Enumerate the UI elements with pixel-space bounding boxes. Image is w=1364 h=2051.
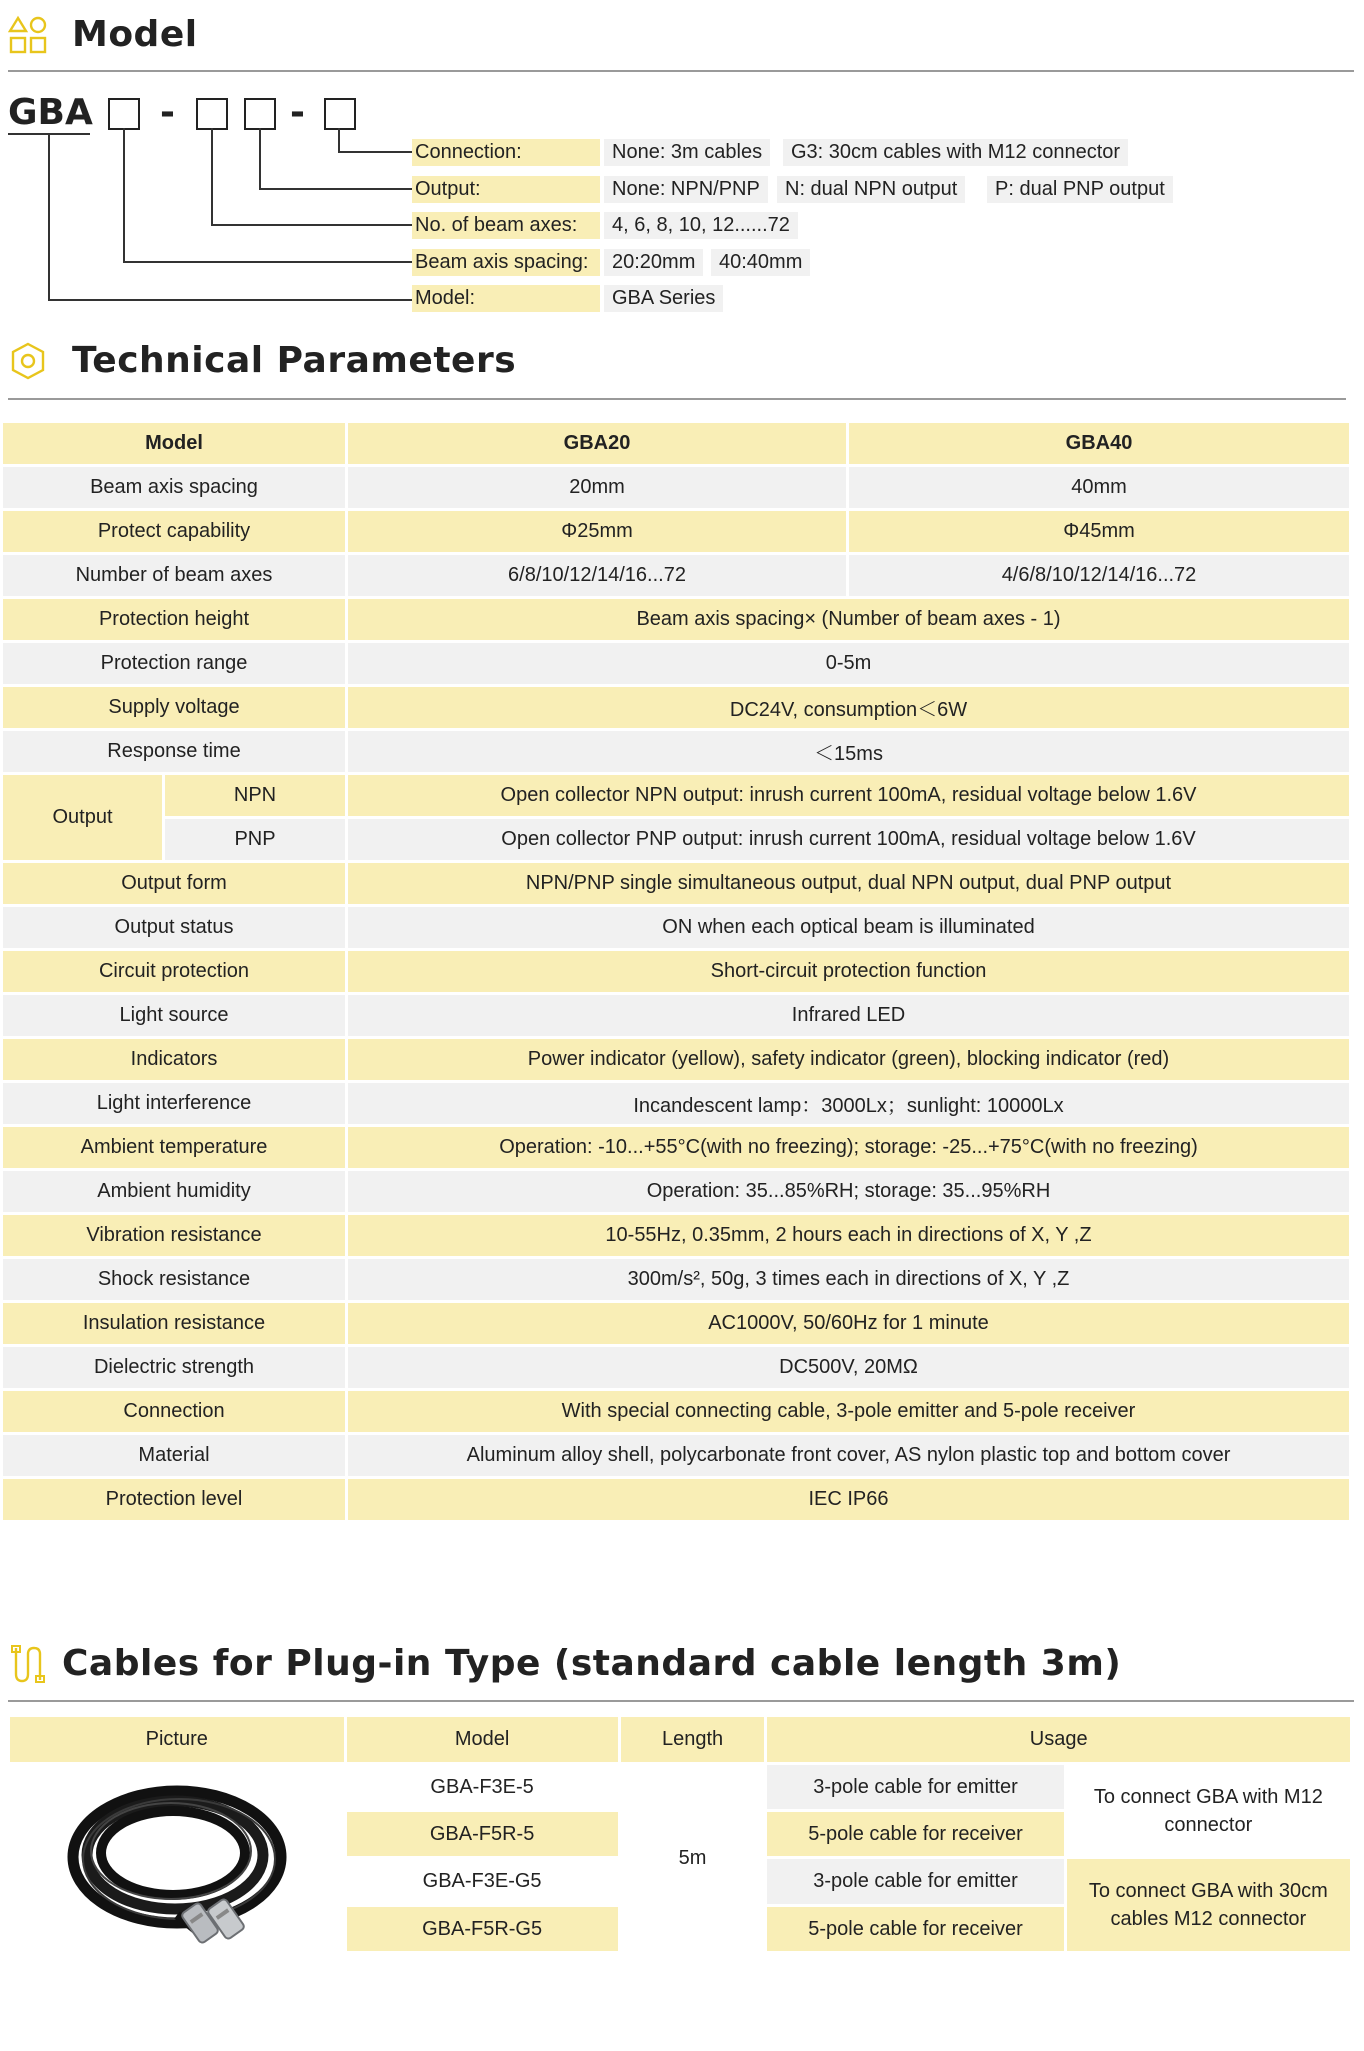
row-label: Vibration resistance: [3, 1215, 345, 1256]
model-code-prefix: GBA: [8, 92, 93, 133]
model-option: P: dual PNP output: [987, 176, 1173, 203]
row-value: 40mm: [849, 467, 1349, 508]
row-label: Supply voltage: [3, 687, 345, 728]
row-value: 0-5m: [348, 643, 1349, 684]
row-value: NPN/PNP single simultaneous output, dual NPN output, dual PNP output: [348, 863, 1349, 904]
model-title: Model: [72, 14, 198, 55]
row-sublabel: NPN: [165, 775, 345, 816]
row-label: Output form: [3, 863, 345, 904]
header-cell: Usage: [767, 1717, 1350, 1762]
row-label: Shock resistance: [3, 1259, 345, 1300]
table-row: [3, 907, 1349, 948]
cable-model: GBA-F5R-G5: [347, 1907, 618, 1951]
cable-image: [57, 1765, 297, 1945]
tech-heading: [8, 340, 516, 381]
row-label: Protect capability: [3, 511, 345, 552]
row-value: With special connecting cable, 3-pole emitter and 5-pole receiver: [348, 1391, 1349, 1432]
connector-line: [259, 188, 412, 190]
row-value: Incandescent lamp：3000Lx；sunlight: 10000Lx: [348, 1083, 1349, 1124]
cable-usage: 3-pole cable for emitter: [767, 1859, 1063, 1904]
row-value: 300m/s², 50g, 3 times each in directions of X, Y ,Z: [348, 1259, 1349, 1300]
row-value: DC500V, 20MΩ: [348, 1347, 1349, 1388]
row-label: Number of beam axes: [3, 555, 345, 596]
model-row-label: Connection:: [412, 139, 600, 166]
hexagon-icon: [8, 341, 48, 381]
row-label: Connection: [3, 1391, 345, 1432]
header-cell: Model: [347, 1717, 618, 1762]
table-row: [3, 511, 1349, 552]
cable-model: GBA-F5R-5: [347, 1812, 618, 1856]
connector-line: [48, 133, 50, 301]
table-row: [3, 467, 1349, 508]
table-row: [3, 1479, 1349, 1520]
table-row: [3, 1039, 1349, 1080]
cable-length: 5m: [621, 1765, 765, 1951]
cables-title: Cables for Plug-in Type (standard cable length 3m): [62, 1643, 1122, 1684]
row-label: Beam axis spacing: [3, 467, 345, 508]
row-value: Open collector NPN output: inrush current 100mA, residual voltage below 1.6V: [348, 775, 1349, 816]
tech-divider: [8, 398, 1346, 400]
row-label: Protection height: [3, 599, 345, 640]
model-row-label: Output:: [412, 176, 600, 203]
row-label: Material: [3, 1435, 345, 1476]
header-cell: Model: [3, 423, 345, 464]
table-row: [3, 1259, 1349, 1300]
table-row: [3, 1083, 1349, 1124]
table-row: [3, 599, 1349, 640]
table-row: [3, 1435, 1349, 1476]
row-value: Short-circuit protection function: [348, 951, 1349, 992]
cable-purpose: To connect GBA with 30cm cables M12 connector: [1067, 1859, 1350, 1951]
row-value: ON when each optical beam is illuminated: [348, 907, 1349, 948]
row-value: Φ45mm: [849, 511, 1349, 552]
row-label-output: Output: [3, 775, 162, 860]
code-box-output: [244, 98, 276, 130]
table-row: [3, 1391, 1349, 1432]
connector-line: [211, 224, 412, 226]
model-heading: [8, 14, 198, 55]
header-cell: GBA20: [348, 423, 846, 464]
table-row: [3, 775, 1349, 816]
row-label: Output status: [3, 907, 345, 948]
connector-line: [338, 128, 340, 153]
connector-line: [259, 128, 261, 190]
code-box-axes: [196, 98, 228, 130]
row-label: Circuit protection: [3, 951, 345, 992]
cable-icon: [8, 1644, 48, 1684]
table-header-row: [3, 423, 1349, 464]
model-option: G3: 30cm cables with M12 connector: [783, 139, 1128, 166]
row-label: Insulation resistance: [3, 1303, 345, 1344]
row-label: Light interference: [3, 1083, 345, 1124]
model-row-label: Beam axis spacing:: [412, 249, 600, 276]
cable-usage: 3-pole cable for emitter: [767, 1765, 1063, 1809]
row-value: Infrared LED: [348, 995, 1349, 1036]
cable-usage: 5-pole cable for receiver: [767, 1907, 1063, 1951]
table-row: [3, 643, 1349, 684]
model-divider: [8, 70, 1354, 72]
cable-usage: 5-pole cable for receiver: [767, 1812, 1063, 1856]
cables-table: [7, 1714, 1353, 1954]
table-row: [3, 1171, 1349, 1212]
row-value: 4/6/8/10/12/14/16...72: [849, 555, 1349, 596]
model-option: 20:20mm: [604, 249, 703, 276]
connector-line: [48, 299, 412, 301]
row-value: 10-55Hz, 0.35mm, 2 hours each in directions of X, Y ,Z: [348, 1215, 1349, 1256]
row-label: Indicators: [3, 1039, 345, 1080]
model-row-label: No. of beam axes:: [412, 212, 600, 239]
cable-model: GBA-F3E-5: [347, 1765, 618, 1809]
row-sublabel: PNP: [165, 819, 345, 860]
model-option: 4, 6, 8, 10, 12......72: [604, 212, 798, 239]
row-value: Beam axis spacing× (Number of beam axes - 1): [348, 599, 1349, 640]
row-label: Protection range: [3, 643, 345, 684]
table-row: [3, 995, 1349, 1036]
table-row: [10, 1765, 1350, 1809]
model-option: None: 3m cables: [604, 139, 770, 166]
row-value: Open collector PNP output: inrush current 100mA, residual voltage below 1.6V: [348, 819, 1349, 860]
row-value: IEC IP66: [348, 1479, 1349, 1520]
connector-line: [123, 128, 125, 263]
table-row: [3, 1215, 1349, 1256]
cable-model: GBA-F3E-G5: [347, 1859, 618, 1904]
model-option: None: NPN/PNP: [604, 176, 768, 203]
table-row: [3, 555, 1349, 596]
table-row: [3, 1127, 1349, 1168]
tech-title: Technical Parameters: [72, 340, 517, 381]
header-cell: Length: [621, 1717, 765, 1762]
row-label: Dielectric strength: [3, 1347, 345, 1388]
header-cell: Picture: [10, 1717, 344, 1762]
row-value: Operation: -10...+55°C(with no freezing); storage: -25...+75°C(with no freezing): [348, 1127, 1349, 1168]
table-row: [3, 687, 1349, 728]
model-option: GBA Series: [604, 285, 723, 312]
cable-picture: [10, 1765, 344, 1951]
row-label: Response time: [3, 731, 345, 772]
row-value: 20mm: [348, 467, 846, 508]
row-value: AC1000V, 50/60Hz for 1 minute: [348, 1303, 1349, 1344]
connector-line: [123, 261, 412, 263]
table-row: [3, 951, 1349, 992]
code-box-connection: [324, 98, 356, 130]
row-value: Power indicator (yellow), safety indicator (green), blocking indicator (red): [348, 1039, 1349, 1080]
table-row: [3, 731, 1349, 772]
row-label: Light source: [3, 995, 345, 1036]
cables-divider: [8, 1700, 1354, 1702]
table-row: [3, 819, 1349, 860]
model-option: N: dual NPN output: [777, 176, 965, 203]
connector-line: [211, 128, 213, 226]
code-dash: -: [160, 92, 175, 133]
row-value: Operation: 35...85%RH; storage: 35...95%RH: [348, 1171, 1349, 1212]
cables-heading: [8, 1643, 1121, 1684]
row-value: 6/8/10/12/14/16...72: [348, 555, 846, 596]
row-value: ＜15ms: [348, 731, 1349, 772]
row-value: DC24V, consumption＜6W: [348, 687, 1349, 728]
cable-purpose: To connect GBA with M12 connector: [1067, 1765, 1350, 1856]
header-cell: GBA40: [849, 423, 1349, 464]
table-header-row: [10, 1717, 1350, 1762]
row-label: Ambient humidity: [3, 1171, 345, 1212]
table-row: [3, 1347, 1349, 1388]
row-value: Φ25mm: [348, 511, 846, 552]
row-label: Ambient temperature: [3, 1127, 345, 1168]
shapes-icon: [8, 15, 48, 55]
connector-line: [338, 151, 412, 153]
table-row: [3, 1303, 1349, 1344]
code-box-spacing: [108, 98, 140, 130]
table-row: [3, 863, 1349, 904]
tech-parameters-table: [0, 420, 1352, 1523]
row-label: Protection level: [3, 1479, 345, 1520]
model-row-label: Model:: [412, 285, 600, 312]
model-option: 40:40mm: [711, 249, 810, 276]
row-value: Aluminum alloy shell, polycarbonate front cover, AS nylon plastic top and bottom cover: [348, 1435, 1349, 1476]
code-dash: -: [290, 92, 305, 133]
